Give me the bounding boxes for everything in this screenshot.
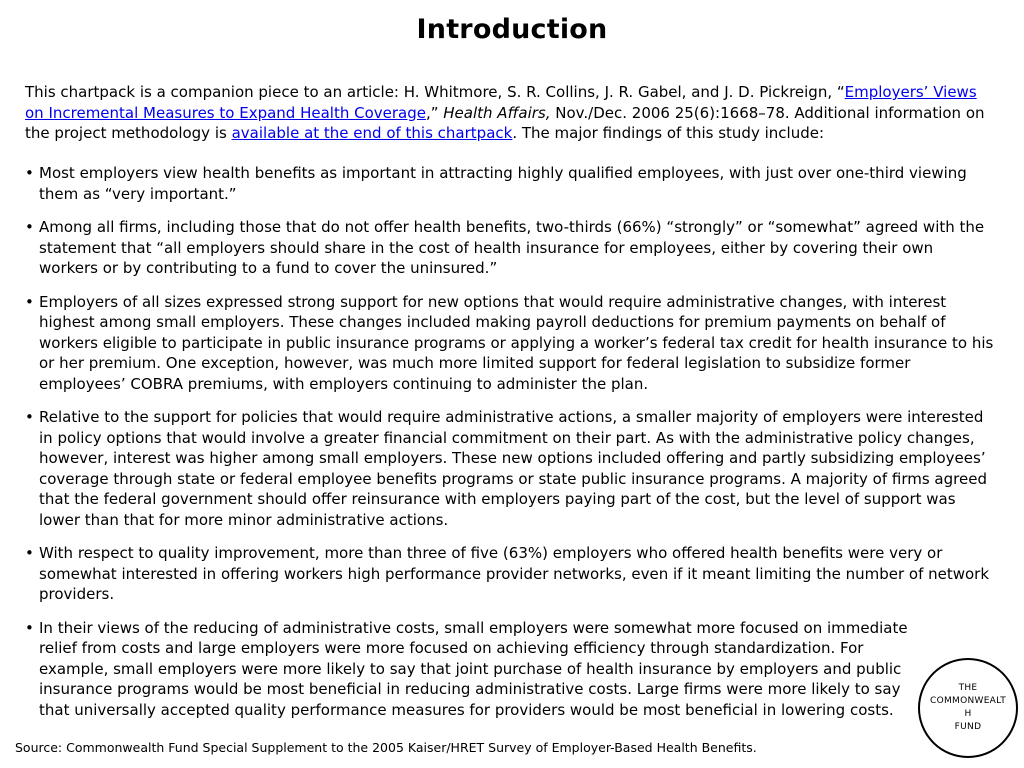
finding-item: • In their views of the reducing of administrative costs, small employers were somewhat more focused on immediate relief from costs and large employers were more focused on achieving efficiency through standardization. For example, small employers were more likely to say that joint purchase of health insurance by employers and public insurance programs would be most beneficial in reducing administrative costs. Large firms were more likely to say that universally accepted quality performance measures for providers would be most beneficial in lowering costs. (25, 618, 909, 721)
logo-line-2: COMMONWEALTH (929, 696, 1007, 719)
logo-line-3: FUND (954, 722, 982, 732)
intro-text-3: Nov./Dec. 2006 25(6):1668–78. Additional information on the project methodology is (25, 103, 985, 142)
commonwealth-fund-logo (918, 658, 1018, 758)
finding-item: • Employers of all sizes expressed strong support for new options that would require administrative changes, with interest highest among small employers. These changes included making payroll deductions for premium payments on behalf of workers eligible to participate in public insurance programs or applying a worker’s federal tax credit for health insurance to his or her premium. One exception, however, was much more limited support for federal legislation to subsidize former employees’ COBRA premiums, with employers continuing to administer the plan. (25, 292, 995, 395)
intro-text-4: . The major findings of this study include: (512, 124, 825, 142)
intro-paragraph (25, 82, 1000, 144)
article-link[interactable]: Employers’ Views on Incremental Measures to Expand Health Coverage (25, 83, 977, 122)
source-note: Source: Commonwealth Fund Special Supplement to the 2005 Kaiser/HRET Survey of Employer-Based Health Benefits. (15, 740, 757, 755)
logo-text (927, 682, 1009, 734)
intro-text-2: ,” (425, 103, 444, 122)
logo-line-1: THE (958, 683, 978, 693)
finding-item: • Relative to the support for policies that would require administrative actions, a smaller majority of employers were interested in policy options that would involve a greater financial commitment on their part. As with the administrative policy changes, however, interest was higher among small employers. These new options included offering and partly subsidizing employees’ coverage through state or federal employee benefits programs or state public insurance programs. A majority of firms agreed that the federal government should offer reinsurance with employers paying part of the cost, but the level of support was lower than that for more minor administrative actions. (25, 407, 995, 530)
finding-item: • With respect to quality improvement, more than three of five (63%) employers who offered health benefits were very or somewhat interested in offering workers high performance provider networks, even if it meant limiting the number of network providers. (25, 543, 995, 605)
finding-item: • Most employers view health benefits as important in attracting highly qualified employees, with just over one-third viewing them as “very important.” (25, 163, 995, 204)
intro-text-1: This chartpack is a companion piece to an article: H. Whitmore, S. R. Collins, J. R. Gabel, and J. D. Pickreign, “ (25, 83, 845, 101)
finding-item: • Among all firms, including those that do not offer health benefits, two-thirds (66%) “strongly” or “somewhat” agreed with the statement that “all employers should share in the cost of health insurance for employees, either by covering their own workers or by contributing to a fund to cover the uninsured.” (25, 217, 995, 279)
findings-list (25, 163, 995, 733)
page-title: Introduction (416, 14, 608, 45)
journal-name: Health Affairs, (443, 103, 551, 122)
methodology-link[interactable]: available at the end of this chartpack (231, 124, 513, 142)
